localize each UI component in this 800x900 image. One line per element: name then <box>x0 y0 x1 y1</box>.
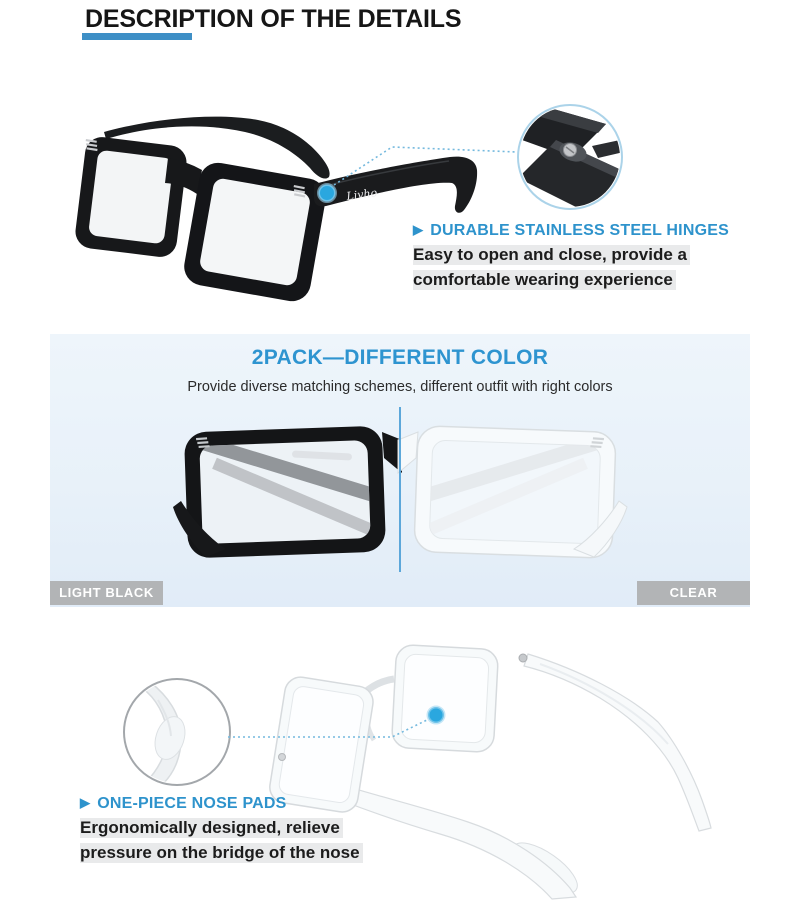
feature-hinges <box>413 222 743 290</box>
hinge-screw-icon <box>519 654 527 662</box>
feature-nose-pads-title <box>80 795 410 813</box>
hinge-callout-circle <box>518 104 630 214</box>
feature-hinges-title <box>413 222 743 240</box>
feature-nose-pads <box>80 795 410 863</box>
feature-nose-pads-line <box>80 843 410 863</box>
arrow-right-icon: ▶ <box>413 222 424 237</box>
nosepad-callout-circle <box>124 679 230 802</box>
hinge-marker-dot <box>319 185 336 202</box>
color-label-clear: CLEAR <box>637 581 750 605</box>
feature-nose-pads-line-2: pressure on the bridge of the nose <box>80 843 363 863</box>
feature-hinges-line <box>413 245 743 265</box>
feature-hinges-line-1: Easy to open and close, provide a <box>413 245 690 265</box>
feature-hinges-line <box>413 270 743 290</box>
hinge-screw-icon <box>279 754 286 761</box>
feature-hinges-title-text: DURABLE STAINLESS STEEL HINGES <box>430 222 729 239</box>
pack-section-subtitle: Provide diverse matching schemes, different outfit with right colors <box>187 379 613 395</box>
arrow-right-icon: ▶ <box>80 795 91 810</box>
rivet-icon <box>84 139 98 151</box>
pack-divider-line <box>399 407 401 572</box>
brand-logo-text: Livho <box>345 186 378 203</box>
feature-nose-pads-line-1: Ergonomically designed, relieve <box>80 818 343 838</box>
color-label-light-black: LIGHT BLACK <box>50 581 163 605</box>
title-underline <box>82 33 192 40</box>
pack-section-title: 2PACK—DIFFERENT COLOR <box>251 346 549 369</box>
nosepad-marker-dot <box>428 707 444 723</box>
pack-clear-glasses <box>395 426 627 559</box>
feature-hinges-line-2: comfortable wearing experience <box>413 270 676 290</box>
feature-nose-pads-title-text: ONE-PIECE NOSE PADS <box>97 795 287 812</box>
feature-nose-pads-line <box>80 818 410 838</box>
pack-black-glasses <box>173 426 405 559</box>
page-title: DESCRIPTION OF THE DETAILS <box>85 5 462 33</box>
